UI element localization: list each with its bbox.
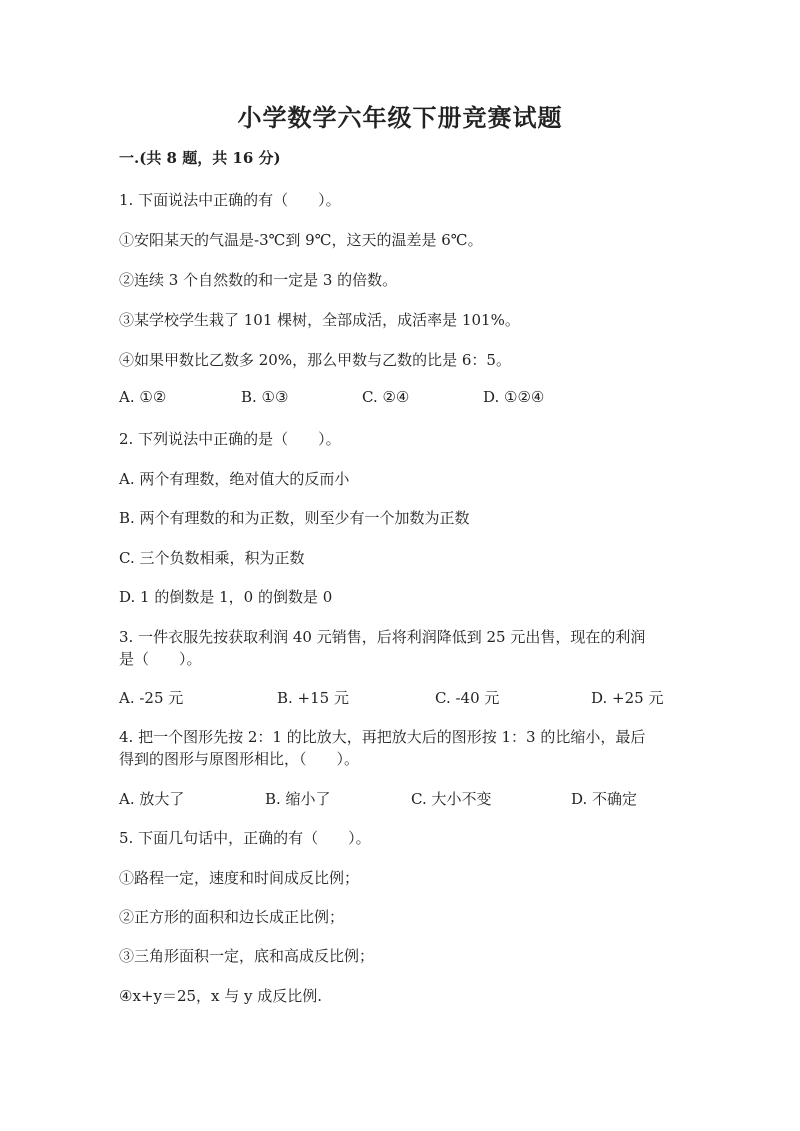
question-3-option-b[interactable]: B. +15 元 — [277, 689, 349, 707]
question-2-option-c[interactable]: C. 三个负数相乘，积为正数 — [119, 549, 305, 567]
question-1-statement: ③某学校学生栽了 101 棵树，全部成活，成活率是 101%。 — [119, 311, 520, 329]
question-4-option-a[interactable]: A. 放大了 — [119, 790, 185, 808]
question-1-statement: ④如果甲数比乙数多 20%，那么甲数与乙数的比是 6：5。 — [119, 351, 511, 369]
question-4-option-d[interactable]: D. 不确定 — [571, 790, 638, 808]
question-2-option-a[interactable]: A. 两个有理数，绝对值大的反而小 — [119, 470, 350, 488]
question-1-option-b[interactable]: B. ①③ — [241, 388, 289, 406]
question-5-statement: ④x+y＝25，x 与 y 成反比例. — [119, 987, 323, 1005]
question-3-stem-continued: 是（ ）。 — [119, 650, 202, 668]
exam-title: 小学数学六年级下册竞赛试题 — [237, 103, 563, 132]
question-4-stem-continued: 得到的图形与原图形相比，（ ）。 — [119, 750, 360, 768]
question-1-stem: 1. 下面说法中正确的有（ ）。 — [119, 191, 341, 209]
question-1-option-c[interactable]: C. ②④ — [362, 388, 410, 406]
question-3-stem: 3. 一件衣服先按获取利润 40 元销售，后将利润降低到 25 元出售，现在的利润 — [119, 628, 646, 646]
question-2-option-b[interactable]: B. 两个有理数的和为正数，则至少有一个加数为正数 — [119, 509, 470, 527]
question-3-option-d[interactable]: D. +25 元 — [591, 689, 664, 707]
question-5-statement: ③三角形面积一定，底和高成反比例； — [119, 947, 375, 965]
question-1-option-a[interactable]: A. ①② — [119, 388, 167, 406]
section-heading: 一.(共 8 题，共 16 分) — [119, 149, 281, 167]
question-5-stem: 5. 下面几句话中，正确的有（ ）。 — [119, 829, 371, 847]
question-2-stem: 2. 下列说法中正确的是（ ）。 — [119, 430, 341, 448]
question-3-option-c[interactable]: C. -40 元 — [435, 689, 500, 707]
question-5-statement: ②正方形的面积和边长成正比例； — [119, 908, 345, 926]
question-4-stem: 4. 把一个图形先按 2：1 的比放大，再把放大后的图形按 1：3 的比缩小，最后 — [119, 728, 646, 746]
question-1-option-d[interactable]: D. ①②④ — [483, 388, 545, 406]
question-4-option-b[interactable]: B. 缩小了 — [265, 790, 331, 808]
question-3-option-a[interactable]: A. -25 元 — [119, 689, 184, 707]
question-1-statement: ②连续 3 个自然数的和一定是 3 的倍数。 — [119, 271, 398, 289]
question-5-statement: ①路程一定，速度和时间成反比例； — [119, 869, 360, 887]
question-2-option-d[interactable]: D. 1 的倒数是 1，0 的倒数是 0 — [119, 588, 333, 606]
question-1-statement: ①安阳某天的气温是-3℃到 9℃，这天的温差是 6℃。 — [119, 231, 483, 249]
question-4-option-c[interactable]: C. 大小不变 — [411, 790, 492, 808]
